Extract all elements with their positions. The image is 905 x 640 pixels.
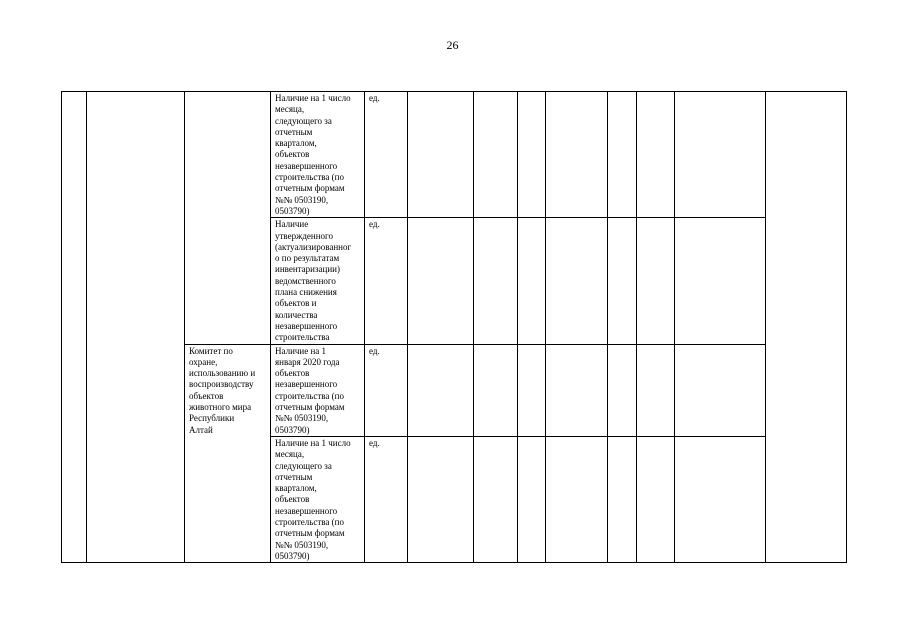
organization-cell <box>185 92 271 345</box>
indicator-cell: Наличие на 1 января 2020 года объектов незавершенного строительства (по отчетным формам №№ 0503190, 0503790) <box>271 344 365 436</box>
number-cell <box>62 92 87 563</box>
value-cell <box>518 92 546 218</box>
indicator-cell: Наличие на 1 число месяца, следующего за отчетным кварталом, объектов незавершенного строительства (по отчетным формам №№ 0503190, 0503790) <box>271 436 365 562</box>
value-cell <box>546 436 608 562</box>
value-cell <box>474 218 518 344</box>
value-cell <box>637 436 675 562</box>
value-cell <box>675 92 766 218</box>
value-cell <box>608 92 637 218</box>
value-cell <box>474 436 518 562</box>
unit-cell: ед. <box>365 218 408 344</box>
value-cell <box>408 218 474 344</box>
value-cell <box>608 344 637 436</box>
value-cell <box>637 92 675 218</box>
value-cell <box>608 436 637 562</box>
value-cell <box>675 218 766 344</box>
value-cell <box>546 218 608 344</box>
page-number: 26 <box>446 38 459 52</box>
indicator-cell: Наличие утвержденного (актуализированног о по результатам инвентаризации) ведомственного плана снижения объектов и количества незавершенного строительства <box>271 218 365 344</box>
value-cell <box>675 436 766 562</box>
value-cell <box>608 218 637 344</box>
organization-cell: Комитет по охране, использованию и воспроизводству объектов животного мира Республики Алтай <box>185 344 271 563</box>
value-cell <box>408 344 474 436</box>
unit-cell: ед. <box>365 92 408 218</box>
value-cell <box>637 344 675 436</box>
value-cell <box>546 92 608 218</box>
value-cell <box>518 436 546 562</box>
indicator-cell: Наличие на 1 число месяца, следующего за отчетным кварталом, объектов незавершенного строительства (по отчетным формам №№ 0503190, 0503790) <box>271 92 365 218</box>
value-cell <box>408 436 474 562</box>
note-cell <box>766 92 847 563</box>
indicators-table <box>61 91 847 563</box>
value-cell <box>474 344 518 436</box>
unit-cell: ед. <box>365 344 408 436</box>
value-cell <box>408 92 474 218</box>
value-cell <box>637 218 675 344</box>
value-cell <box>675 344 766 436</box>
value-cell <box>546 344 608 436</box>
unit-cell: ед. <box>365 436 408 562</box>
program-cell <box>87 92 185 563</box>
value-cell <box>518 218 546 344</box>
table-row <box>62 92 847 218</box>
value-cell <box>518 344 546 436</box>
value-cell <box>474 92 518 218</box>
